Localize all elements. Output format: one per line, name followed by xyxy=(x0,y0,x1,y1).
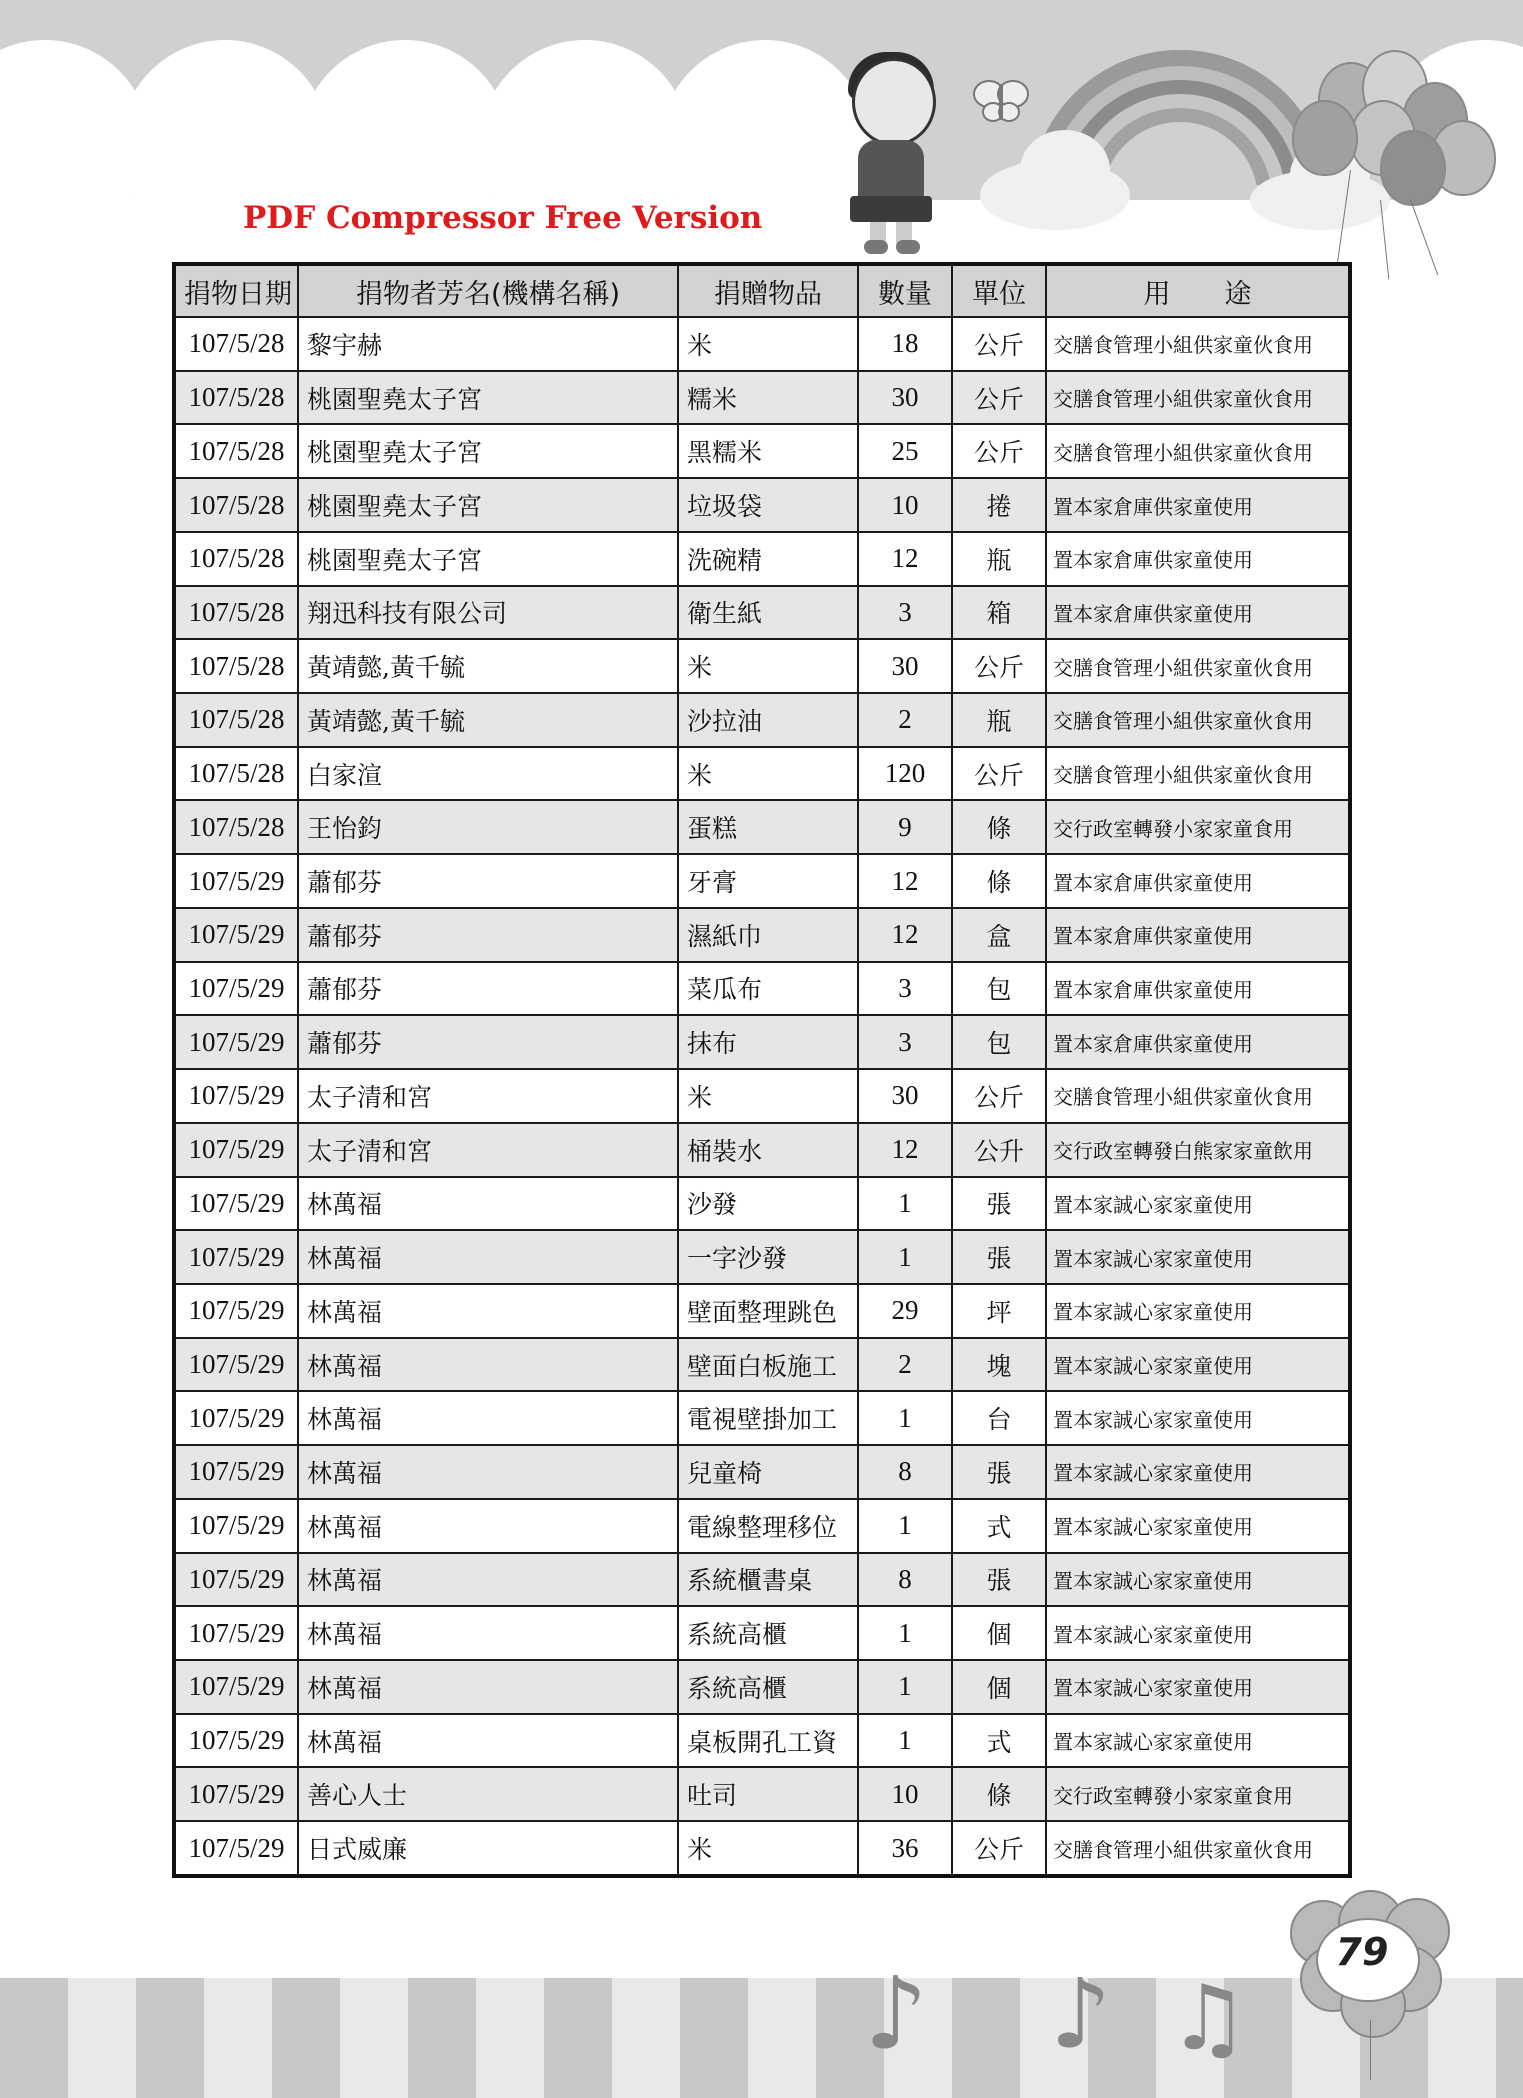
cell-qty: 8 xyxy=(858,1445,952,1499)
cell-date: 107/5/28 xyxy=(174,747,298,801)
cell-qty: 3 xyxy=(858,586,952,640)
cell-date: 107/5/28 xyxy=(174,639,298,693)
cell-donor: 翔迅科技有限公司 xyxy=(298,586,678,640)
table-row xyxy=(174,1553,1350,1607)
cell-date: 107/5/29 xyxy=(174,854,298,908)
cell-use: 置本家誠心家家童使用 xyxy=(1046,1338,1350,1392)
table-row xyxy=(174,371,1350,425)
cell-use: 交膳食管理小組供家童伙食用 xyxy=(1046,424,1350,478)
cell-donor: 桃園聖堯太子宮 xyxy=(298,478,678,532)
cell-item: 牙膏 xyxy=(678,854,858,908)
cell-unit: 條 xyxy=(952,854,1046,908)
cell-unit: 坪 xyxy=(952,1284,1046,1338)
table-row xyxy=(174,639,1350,693)
cell-use: 置本家倉庫供家童使用 xyxy=(1046,1015,1350,1069)
cell-item: 一字沙發 xyxy=(678,1230,858,1284)
cell-qty: 1 xyxy=(858,1606,952,1660)
butterfly-icon xyxy=(972,76,1030,126)
cell-date: 107/5/29 xyxy=(174,1230,298,1284)
table-row xyxy=(174,908,1350,962)
table-row xyxy=(174,586,1350,640)
cell-unit: 台 xyxy=(952,1391,1046,1445)
cell-donor: 林萬福 xyxy=(298,1230,678,1284)
cell-unit: 瓶 xyxy=(952,693,1046,747)
cell-unit: 瓶 xyxy=(952,532,1046,586)
cell-date: 107/5/29 xyxy=(174,1445,298,1499)
cell-donor: 白家渲 xyxy=(298,747,678,801)
cell-use: 交膳食管理小組供家童伙食用 xyxy=(1046,371,1350,425)
cell-use: 交行政室轉發白熊家家童飲用 xyxy=(1046,1123,1350,1177)
cell-use: 置本家誠心家家童使用 xyxy=(1046,1284,1350,1338)
table-row xyxy=(174,1338,1350,1392)
cell-donor: 林萬福 xyxy=(298,1660,678,1714)
header-unit: 單位 xyxy=(952,264,1046,317)
cell-unit: 式 xyxy=(952,1499,1046,1553)
cell-unit: 公斤 xyxy=(952,747,1046,801)
cell-use: 交膳食管理小組供家童伙食用 xyxy=(1046,693,1350,747)
cell-item: 沙拉油 xyxy=(678,693,858,747)
cell-qty: 25 xyxy=(858,424,952,478)
table-row xyxy=(174,1767,1350,1821)
cell-use: 置本家誠心家家童使用 xyxy=(1046,1445,1350,1499)
cell-use: 置本家誠心家家童使用 xyxy=(1046,1391,1350,1445)
cell-use: 置本家誠心家家童使用 xyxy=(1046,1714,1350,1768)
header-donor: 捐物者芳名(機構名稱) xyxy=(298,264,678,317)
cell-unit: 捲 xyxy=(952,478,1046,532)
cell-date: 107/5/28 xyxy=(174,478,298,532)
cell-use: 交膳食管理小組供家童伙食用 xyxy=(1046,639,1350,693)
cell-unit: 公升 xyxy=(952,1123,1046,1177)
cell-item: 壁面整理跳色 xyxy=(678,1284,858,1338)
cell-donor: 太子清和宮 xyxy=(298,1069,678,1123)
cell-date: 107/5/28 xyxy=(174,371,298,425)
cell-date: 107/5/29 xyxy=(174,1714,298,1768)
cell-qty: 18 xyxy=(858,317,952,371)
table-row xyxy=(174,747,1350,801)
cell-date: 107/5/28 xyxy=(174,800,298,854)
cell-qty: 36 xyxy=(858,1821,952,1876)
cell-unit: 公斤 xyxy=(952,317,1046,371)
table-row xyxy=(174,1499,1350,1553)
cell-donor: 林萬福 xyxy=(298,1177,678,1231)
table-row xyxy=(174,317,1350,371)
cell-donor: 桃園聖堯太子宮 xyxy=(298,424,678,478)
cell-item: 系統高櫃 xyxy=(678,1660,858,1714)
cell-qty: 29 xyxy=(858,1284,952,1338)
cell-item: 垃圾袋 xyxy=(678,478,858,532)
cell-date: 107/5/29 xyxy=(174,962,298,1016)
cell-item: 吐司 xyxy=(678,1767,858,1821)
cell-use: 置本家誠心家家童使用 xyxy=(1046,1553,1350,1607)
cell-item: 米 xyxy=(678,1069,858,1123)
cell-qty: 3 xyxy=(858,1015,952,1069)
table-row xyxy=(174,854,1350,908)
cell-use: 置本家誠心家家童使用 xyxy=(1046,1499,1350,1553)
cell-use: 置本家倉庫供家童使用 xyxy=(1046,908,1350,962)
cell-donor: 蕭郁芬 xyxy=(298,962,678,1016)
cell-qty: 12 xyxy=(858,1123,952,1177)
cell-date: 107/5/29 xyxy=(174,1284,298,1338)
header-use: 用 途 xyxy=(1046,264,1350,317)
cell-use: 置本家倉庫供家童使用 xyxy=(1046,478,1350,532)
cell-donor: 桃園聖堯太子宮 xyxy=(298,371,678,425)
table-row xyxy=(174,478,1350,532)
cell-date: 107/5/28 xyxy=(174,424,298,478)
cell-unit: 公斤 xyxy=(952,1821,1046,1876)
cell-qty: 12 xyxy=(858,854,952,908)
cell-use: 置本家倉庫供家童使用 xyxy=(1046,854,1350,908)
table-row xyxy=(174,1445,1350,1499)
cell-qty: 2 xyxy=(858,1338,952,1392)
cell-donor: 王怡鈞 xyxy=(298,800,678,854)
cell-date: 107/5/29 xyxy=(174,1660,298,1714)
table-row xyxy=(174,1230,1350,1284)
table-row xyxy=(174,962,1350,1016)
cell-item: 桶裝水 xyxy=(678,1123,858,1177)
cell-qty: 2 xyxy=(858,693,952,747)
cell-qty: 1 xyxy=(858,1714,952,1768)
cell-use: 交膳食管理小組供家童伙食用 xyxy=(1046,747,1350,801)
cell-donor: 林萬福 xyxy=(298,1284,678,1338)
cell-unit: 張 xyxy=(952,1445,1046,1499)
cell-use: 置本家倉庫供家童使用 xyxy=(1046,532,1350,586)
cell-item: 兒童椅 xyxy=(678,1445,858,1499)
cell-item: 濕紙巾 xyxy=(678,908,858,962)
cell-item: 洗碗精 xyxy=(678,532,858,586)
table-row xyxy=(174,532,1350,586)
cell-item: 米 xyxy=(678,317,858,371)
cell-donor: 黃靖懿,黃千毓 xyxy=(298,639,678,693)
cell-donor: 林萬福 xyxy=(298,1391,678,1445)
cell-date: 107/5/29 xyxy=(174,1499,298,1553)
table-row xyxy=(174,1714,1350,1768)
cell-qty: 120 xyxy=(858,747,952,801)
cell-date: 107/5/29 xyxy=(174,1338,298,1392)
cell-use: 交行政室轉發小家家童食用 xyxy=(1046,800,1350,854)
cell-donor: 日式威廉 xyxy=(298,1821,678,1876)
cell-item: 系統櫃書桌 xyxy=(678,1553,858,1607)
cell-date: 107/5/29 xyxy=(174,1553,298,1607)
cell-date: 107/5/29 xyxy=(174,1767,298,1821)
cell-item: 黑糯米 xyxy=(678,424,858,478)
table-row xyxy=(174,1821,1350,1876)
donation-table xyxy=(172,262,1352,1878)
cell-date: 107/5/29 xyxy=(174,1069,298,1123)
table-row xyxy=(174,1015,1350,1069)
cell-donor: 林萬福 xyxy=(298,1553,678,1607)
table-row xyxy=(174,1069,1350,1123)
cell-unit: 包 xyxy=(952,962,1046,1016)
cell-donor: 桃園聖堯太子宮 xyxy=(298,532,678,586)
cell-unit: 盒 xyxy=(952,908,1046,962)
cell-qty: 12 xyxy=(858,532,952,586)
cell-date: 107/5/29 xyxy=(174,1177,298,1231)
cell-use: 交膳食管理小組供家童伙食用 xyxy=(1046,1821,1350,1876)
cell-unit: 塊 xyxy=(952,1338,1046,1392)
cell-donor: 林萬福 xyxy=(298,1445,678,1499)
header-date: 捐物日期 xyxy=(174,264,298,317)
cell-qty: 1 xyxy=(858,1499,952,1553)
cell-item: 米 xyxy=(678,639,858,693)
cell-qty: 30 xyxy=(858,1069,952,1123)
cell-use: 置本家倉庫供家童使用 xyxy=(1046,962,1350,1016)
cell-date: 107/5/29 xyxy=(174,1123,298,1177)
page-number: 79 xyxy=(1335,1930,1389,1974)
cell-qty: 1 xyxy=(858,1391,952,1445)
cell-donor: 林萬福 xyxy=(298,1338,678,1392)
cell-use: 交膳食管理小組供家童伙食用 xyxy=(1046,317,1350,371)
cell-date: 107/5/28 xyxy=(174,693,298,747)
cell-unit: 公斤 xyxy=(952,424,1046,478)
cell-donor: 善心人士 xyxy=(298,1767,678,1821)
cell-donor: 蕭郁芬 xyxy=(298,854,678,908)
music-note-icon: ♫ xyxy=(1168,1966,1249,2071)
cell-donor: 林萬福 xyxy=(298,1714,678,1768)
cell-unit: 式 xyxy=(952,1714,1046,1768)
music-note-icon: ♪ xyxy=(1050,1958,1112,2070)
cell-use: 置本家誠心家家童使用 xyxy=(1046,1660,1350,1714)
cell-unit: 張 xyxy=(952,1230,1046,1284)
cell-qty: 10 xyxy=(858,1767,952,1821)
cell-qty: 1 xyxy=(858,1230,952,1284)
cell-date: 107/5/29 xyxy=(174,1391,298,1445)
cell-item: 米 xyxy=(678,747,858,801)
cell-unit: 公斤 xyxy=(952,371,1046,425)
cell-donor: 林萬福 xyxy=(298,1606,678,1660)
cell-donor: 林萬福 xyxy=(298,1499,678,1553)
cell-date: 107/5/28 xyxy=(174,586,298,640)
cell-item: 糯米 xyxy=(678,371,858,425)
cell-donor: 黃靖懿,黃千毓 xyxy=(298,693,678,747)
cell-item: 壁面白板施工 xyxy=(678,1338,858,1392)
cell-qty: 10 xyxy=(858,478,952,532)
table-row xyxy=(174,424,1350,478)
header-qty: 數量 xyxy=(858,264,952,317)
music-note-icon: ♪ xyxy=(864,1955,928,2072)
cell-date: 107/5/29 xyxy=(174,1821,298,1876)
table-row xyxy=(174,1391,1350,1445)
cell-qty: 1 xyxy=(858,1177,952,1231)
cell-unit: 個 xyxy=(952,1606,1046,1660)
cell-use: 置本家誠心家家童使用 xyxy=(1046,1230,1350,1284)
cell-use: 置本家誠心家家童使用 xyxy=(1046,1606,1350,1660)
cell-unit: 公斤 xyxy=(952,639,1046,693)
cell-unit: 包 xyxy=(952,1015,1046,1069)
table-body xyxy=(174,317,1350,1876)
cell-item: 電視壁掛加工 xyxy=(678,1391,858,1445)
cell-item: 米 xyxy=(678,1821,858,1876)
table-row xyxy=(174,1177,1350,1231)
cell-unit: 公斤 xyxy=(952,1069,1046,1123)
cell-unit: 條 xyxy=(952,800,1046,854)
cell-unit: 箱 xyxy=(952,586,1046,640)
cell-qty: 12 xyxy=(858,908,952,962)
table-row xyxy=(174,1123,1350,1177)
cell-unit: 張 xyxy=(952,1553,1046,1607)
cell-item: 電線整理移位 xyxy=(678,1499,858,1553)
cell-donor: 黎宇赫 xyxy=(298,317,678,371)
cell-use: 置本家誠心家家童使用 xyxy=(1046,1177,1350,1231)
cell-item: 菜瓜布 xyxy=(678,962,858,1016)
cell-use: 置本家倉庫供家童使用 xyxy=(1046,586,1350,640)
cell-item: 沙發 xyxy=(678,1177,858,1231)
cell-donor: 太子清和宮 xyxy=(298,1123,678,1177)
cell-qty: 1 xyxy=(858,1660,952,1714)
cell-qty: 30 xyxy=(858,639,952,693)
table-row xyxy=(174,1606,1350,1660)
cell-unit: 個 xyxy=(952,1660,1046,1714)
cell-item: 桌板開孔工資 xyxy=(678,1714,858,1768)
cell-item: 蛋糕 xyxy=(678,800,858,854)
cell-unit: 條 xyxy=(952,1767,1046,1821)
cell-date: 107/5/28 xyxy=(174,317,298,371)
cell-qty: 30 xyxy=(858,371,952,425)
cell-qty: 8 xyxy=(858,1553,952,1607)
cell-use: 交行政室轉發小家家童食用 xyxy=(1046,1767,1350,1821)
table-row xyxy=(174,800,1350,854)
cloud-icon xyxy=(1020,130,1110,210)
cell-unit: 張 xyxy=(952,1177,1046,1231)
cell-donor: 蕭郁芬 xyxy=(298,1015,678,1069)
table-row xyxy=(174,1284,1350,1338)
cell-date: 107/5/28 xyxy=(174,532,298,586)
cell-item: 抹布 xyxy=(678,1015,858,1069)
cell-date: 107/5/29 xyxy=(174,1015,298,1069)
table-header-row xyxy=(174,264,1350,317)
cell-item: 系統高櫃 xyxy=(678,1606,858,1660)
cell-use: 交膳食管理小組供家童伙食用 xyxy=(1046,1069,1350,1123)
cell-donor: 蕭郁芬 xyxy=(298,908,678,962)
header-item: 捐贈物品 xyxy=(678,264,858,317)
cell-date: 107/5/29 xyxy=(174,908,298,962)
cell-qty: 3 xyxy=(858,962,952,1016)
table-row xyxy=(174,1660,1350,1714)
cell-item: 衛生紙 xyxy=(678,586,858,640)
cell-qty: 9 xyxy=(858,800,952,854)
watermark-text: PDF Compressor Free Version xyxy=(243,200,763,236)
table-row xyxy=(174,693,1350,747)
cell-date: 107/5/29 xyxy=(174,1606,298,1660)
